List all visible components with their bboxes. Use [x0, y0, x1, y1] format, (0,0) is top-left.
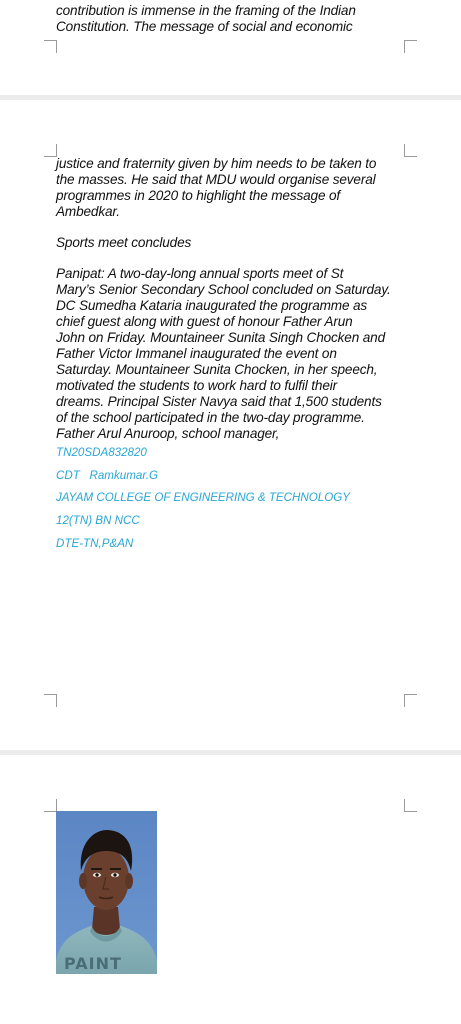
- signature-college: JAYAM COLLEGE OF ENGINEERING & TECHNOLOGY: [56, 491, 350, 504]
- crop-mark-top-right: [404, 799, 417, 812]
- passport-photo: [56, 811, 157, 974]
- section-heading: Sports meet concludes: [56, 235, 192, 250]
- crop-mark-bottom-left: [44, 40, 57, 53]
- signature-id: TN20SDA832820: [56, 446, 147, 459]
- text-line: contribution is immense in the framing of the Indian: [56, 3, 356, 18]
- page-1-text: [56, 3, 418, 35]
- crop-mark-bottom-right: [404, 694, 417, 707]
- portrait-image: [56, 811, 157, 974]
- paragraph-ambedkar: justice and fraternity given by him needs to be taken to the masses. He said that MDU would organise several programmes in 2020 to highlight the message of Ambedkar.: [56, 156, 377, 219]
- crop-mark-bottom-left: [44, 694, 57, 707]
- paragraph-sports-meet: Panipat: A two-day-long annual sports meet of St Mary’s Senior Secondary School concluded on Saturday. DC Sumedha Kataria inaugurated the programme as chief guest along with guest of honour Father Arun John on Friday. Mountaineer Sunita Singh Chocken and Father Victor Immanel inaugurated the event on Saturday. Mountaineer Sunita Chocken, in her speech, motivated the students to work hard to fulfil their dreams. Principal Sister Navya said that 1,500 students of the school participated in the two-day programme. Father Arul Anuroop, school manager,: [56, 266, 391, 441]
- signature-directorate: DTE-TN,P&AN: [56, 537, 134, 550]
- signature-unit: 12(TN) BN NCC: [56, 514, 140, 527]
- text-line: Constitution. The message of social and economic: [56, 19, 353, 34]
- shirt-print-text: PAINT: [64, 954, 122, 973]
- document-page-2: [0, 100, 461, 750]
- document-page-1: [0, 0, 461, 95]
- crop-mark-bottom-right: [404, 40, 417, 53]
- signature-name: CDT Ramkumar.G: [56, 469, 158, 482]
- article-text: [56, 156, 418, 442]
